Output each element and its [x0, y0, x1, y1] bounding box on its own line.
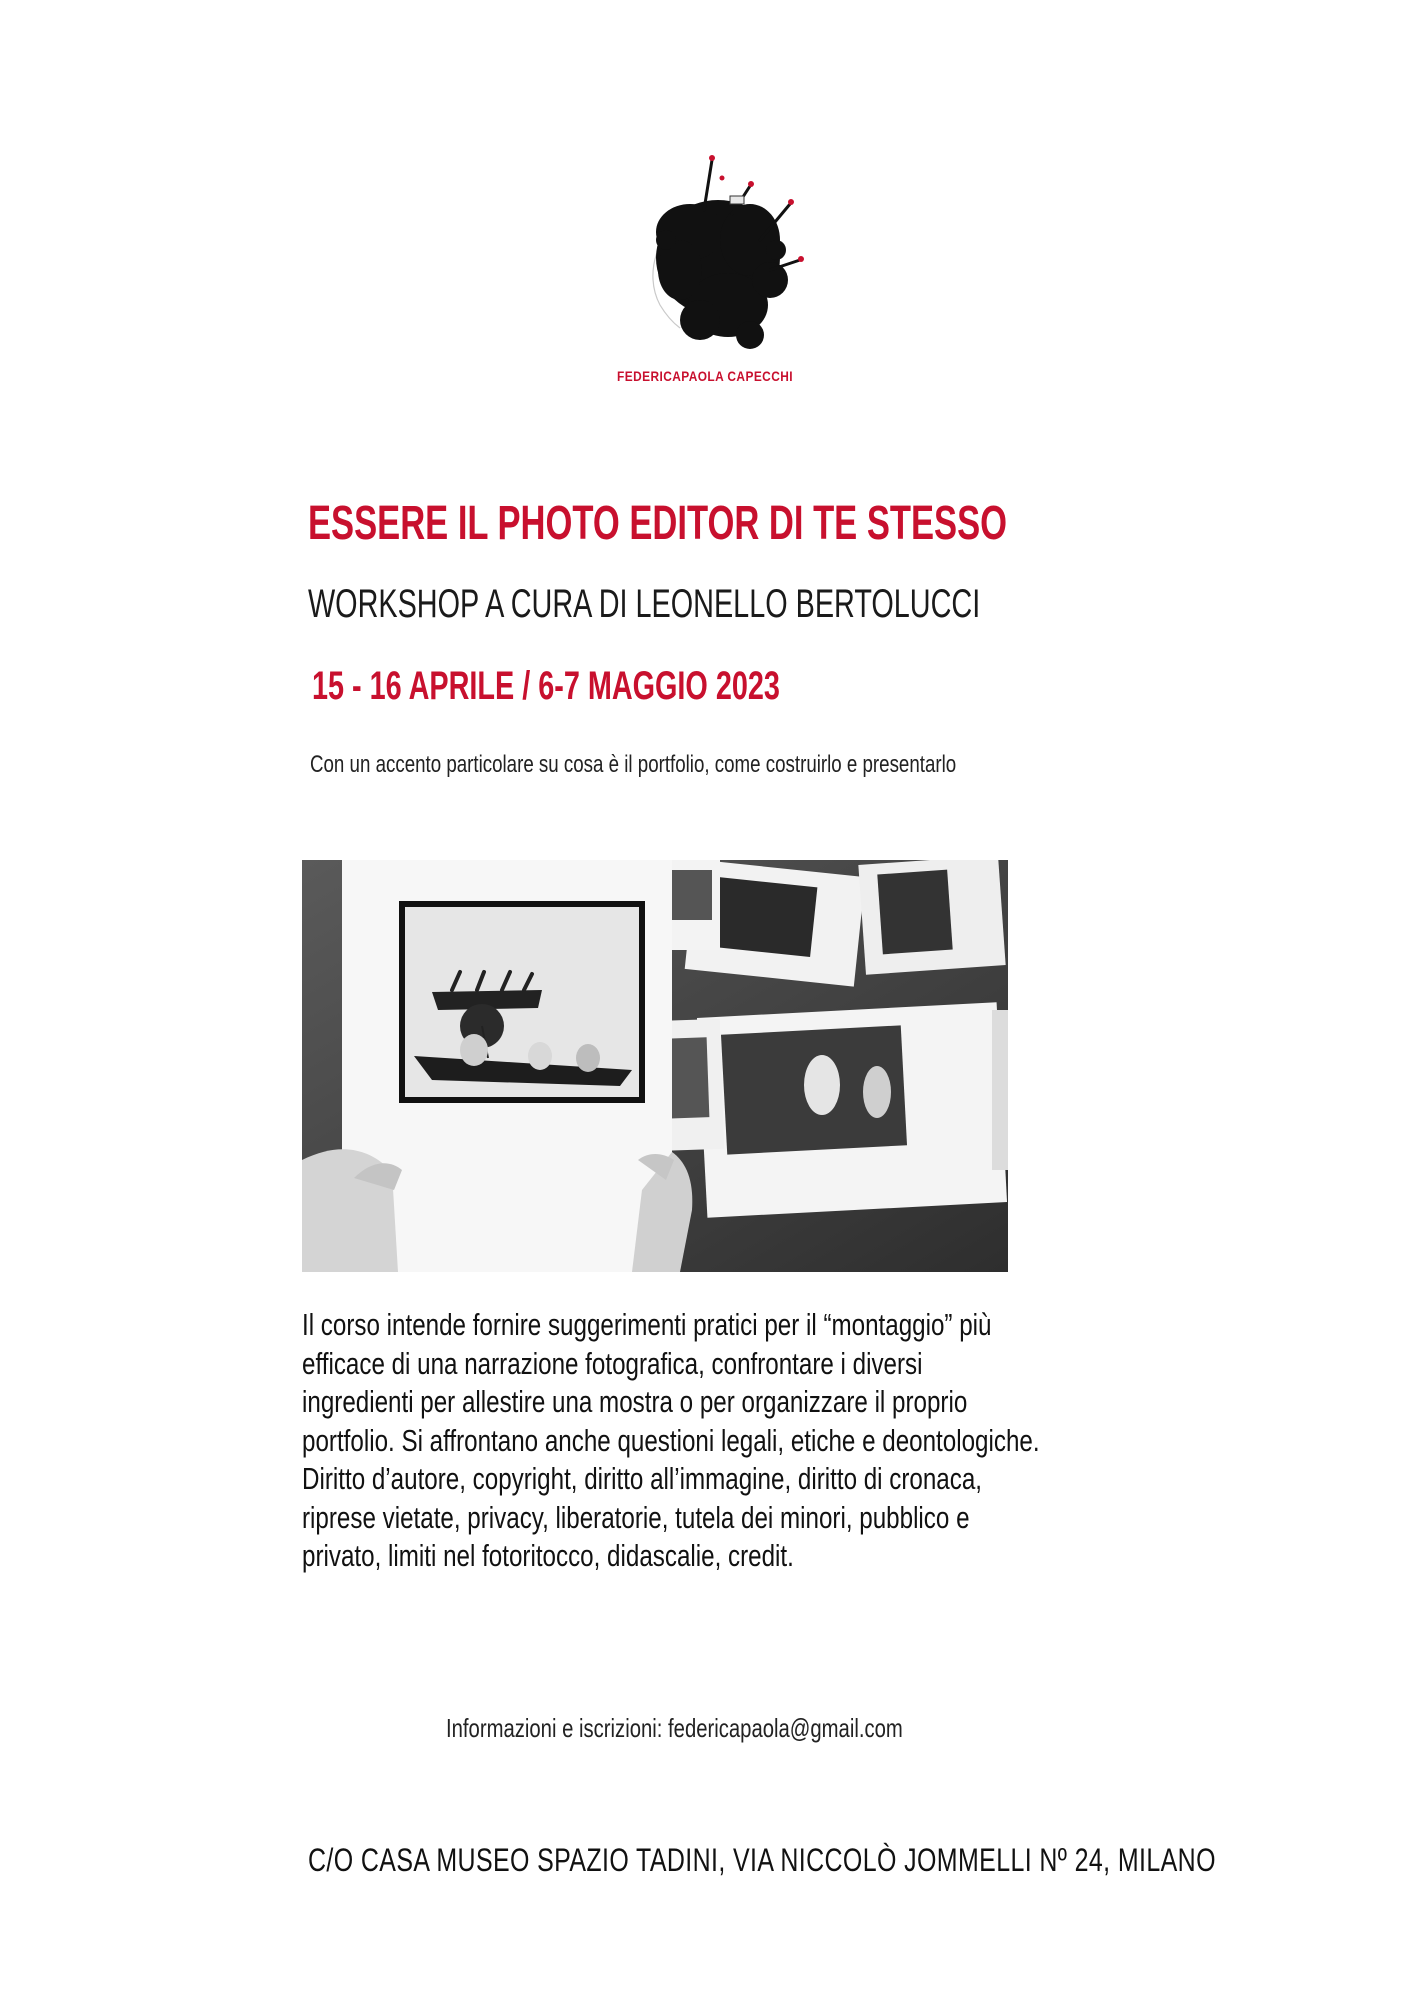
woman-silhouette-with-brushes-logo-icon	[600, 140, 810, 380]
workshop-subtitle: WORKSHOP A CURA DI LEONELLO BERTOLUCCI	[308, 582, 981, 626]
description-line: ingredienti per allestire una mostra o per organizzare il proprio	[302, 1384, 968, 1419]
page-title: ESSERE IL PHOTO EDITOR DI TE STESSO	[308, 497, 1008, 550]
tagline: Con un accento particolare su cosa è il portfolio, come costruirlo e presentarlo	[310, 751, 957, 778]
description-line: riprese vietate, privacy, liberatorie, tutela dei minori, pubblico e	[302, 1499, 970, 1535]
brand-logo	[600, 140, 810, 380]
description-line: privato, limiti nel fotoritocco, didascalie, credit.	[302, 1538, 794, 1573]
contact-info: Informazioni e iscrizioni: federicapaola@gmail.com	[446, 1713, 903, 1743]
description-line: efficace di una narrazione fotografica, confrontare i diversi	[302, 1345, 923, 1381]
brand-name: FEDERICAPAOLA CAPECCHI	[617, 368, 793, 384]
course-description	[302, 1306, 1040, 1576]
event-dates: 15 - 16 APRILE / 6-7 MAGGIO 2023	[312, 664, 780, 708]
photo-prints-image	[302, 860, 1008, 1272]
description-line: Il corso intende fornire suggerimenti pratici per il “montaggio” più	[302, 1307, 992, 1342]
description-line: Diritto d’autore, copyright, diritto all’immagine, diritto di cronaca,	[302, 1461, 983, 1496]
venue-address: C/O CASA MUSEO SPAZIO TADINI, VIA NICCOLÒ JOMMELLI Nº 24, MILANO	[308, 1842, 1216, 1878]
photo-prints-on-table-image-icon	[302, 860, 1008, 1272]
description-line: portfolio. Si affrontano anche questioni legali, etiche e deontologiche.	[302, 1422, 1040, 1458]
